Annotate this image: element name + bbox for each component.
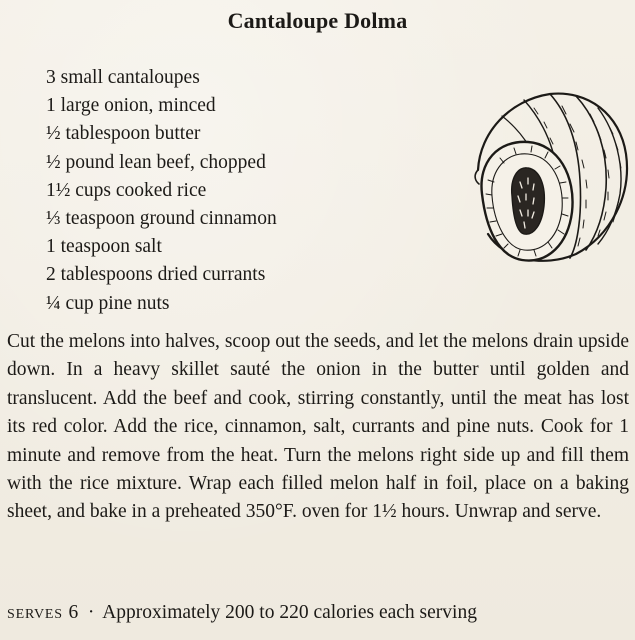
ingredient-item: 2 tablespoons dried currants [46, 264, 266, 286]
serves-label: serves 6 [7, 602, 80, 623]
ingredient-item: ¼ cup pine nuts [46, 292, 170, 314]
serving-info [7, 602, 629, 624]
ingredient-item: ⅓ teaspoon ground cinnamon [46, 208, 277, 230]
calories-note: Approximately 200 to 220 calories each serving [102, 602, 477, 623]
ingredient-item: 1 large onion, minced [46, 95, 216, 117]
ingredient-item: 3 small cantaloupes [46, 67, 200, 88]
ingredient-item: ½ tablespoon butter [46, 123, 201, 145]
ingredient-item: 1 teaspoon salt [46, 236, 162, 258]
recipe-instructions: Cut the melons into halves, scoop out the seeds, and let the melons drain upside down. In a heavy skillet sauté the onion in the butter until golden and translucent. Add the beef and cook, stirring constantly, until the meat has lost its red color. Add the rice, cinnamon, salt, currants and pine nuts. Cook for 1 minute and remove from the heat. Turn the melons right side up and fill them with the rice mixture. Wrap each filled melon half in foil, place on a baking sheet, and bake in a preheated 350°F. oven for 1½ hours. Unwrap and serve. [7, 331, 629, 523]
cantaloupe-half-icon [458, 84, 635, 274]
ingredient-item: 1½ cups cooked rice [46, 179, 207, 201]
ingredient-list [46, 64, 277, 318]
recipe-title: Cantaloupe Dolma [227, 8, 408, 33]
ingredient-item: ½ pound lean beef, chopped [46, 151, 266, 173]
separator-dot: · [87, 602, 95, 623]
